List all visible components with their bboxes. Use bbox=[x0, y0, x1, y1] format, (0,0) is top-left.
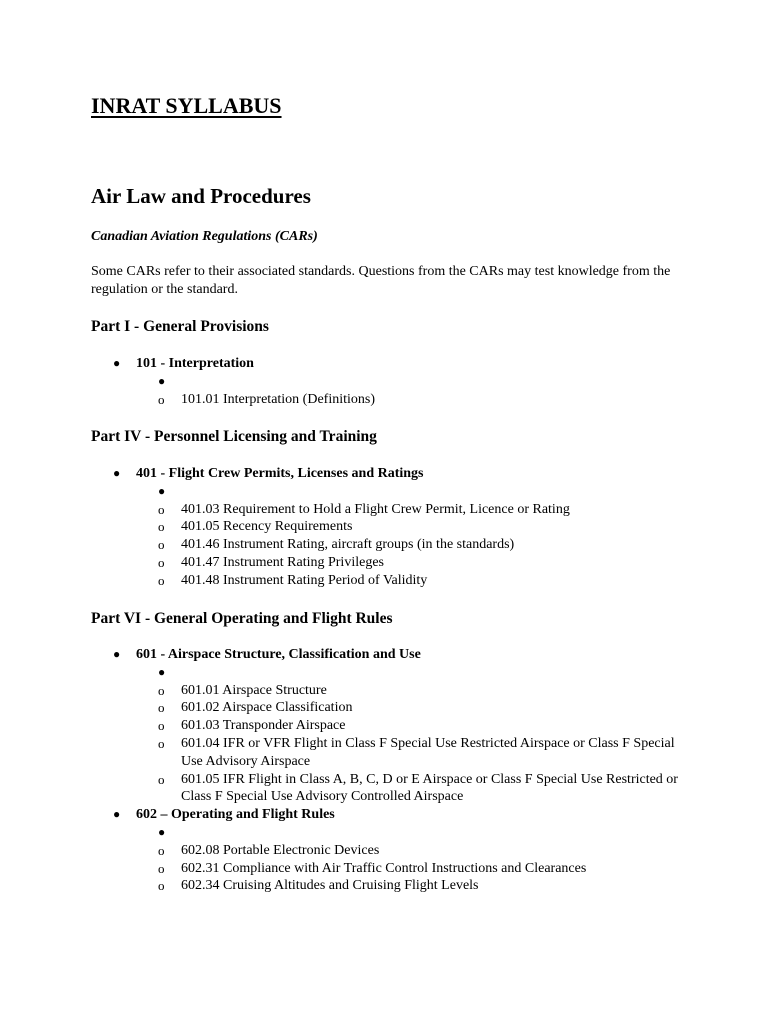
section-item bbox=[91, 646, 691, 664]
list-item bbox=[91, 771, 691, 807]
section-item bbox=[91, 806, 691, 824]
list-item bbox=[91, 699, 691, 717]
subtitle: Canadian Aviation Regulations (CARs) bbox=[91, 229, 318, 244]
part-heading-6: Part VI - General Operating and Flight Rules bbox=[91, 610, 393, 627]
circle-bullet-icon: o bbox=[158, 771, 165, 787]
bullet-icon: ● bbox=[113, 356, 121, 370]
list-item-text: 601.05 IFR Flight in Class A, B, C, D or E Airspace or Class F Special Use Restricted or Class F Special Use Advisory Controlled Airspace bbox=[181, 771, 678, 805]
list-item-text: 401.05 Recency Requirements bbox=[181, 519, 353, 535]
list-item-text: 601.02 Airspace Classification bbox=[181, 700, 353, 716]
list-item bbox=[91, 735, 691, 771]
section-item bbox=[91, 465, 691, 483]
section-label: 401 - Flight Crew Permits, Licenses and Ratings bbox=[136, 466, 424, 481]
list-item-text: 601.03 Transponder Airspace bbox=[181, 718, 346, 734]
circle-bullet-icon: o bbox=[158, 718, 165, 734]
circle-bullet-icon: o bbox=[158, 537, 165, 553]
list-item bbox=[91, 518, 691, 536]
list-item bbox=[91, 554, 691, 572]
circle-bullet-icon: o bbox=[158, 519, 165, 535]
list-item bbox=[91, 717, 691, 735]
empty-bullet-line bbox=[91, 373, 691, 391]
list-item bbox=[91, 536, 691, 554]
part-4-list bbox=[91, 465, 691, 590]
circle-bullet-icon: o bbox=[158, 842, 165, 858]
list-item-text: 602.08 Portable Electronic Devices bbox=[181, 842, 380, 858]
list-item bbox=[91, 391, 691, 409]
list-item-text: 602.31 Compliance with Air Traffic Control Instructions and Clearances bbox=[181, 860, 587, 876]
bullet-icon: ● bbox=[158, 824, 166, 839]
list-item bbox=[91, 860, 691, 878]
list-item bbox=[91, 501, 691, 519]
bullet-icon: ● bbox=[113, 466, 121, 480]
section-label: 602 – Operating and Flight Rules bbox=[136, 807, 335, 823]
list-item bbox=[91, 842, 691, 860]
circle-bullet-icon: o bbox=[158, 572, 165, 588]
bullet-icon: ● bbox=[158, 664, 166, 679]
part-1-list bbox=[91, 355, 691, 408]
circle-bullet-icon: o bbox=[158, 878, 165, 894]
bullet-icon: ● bbox=[113, 807, 121, 822]
list-item bbox=[91, 572, 691, 590]
part-heading-4: Part IV - Personnel Licensing and Training bbox=[91, 428, 377, 445]
list-item-text: 601.01 Airspace Structure bbox=[181, 682, 327, 698]
section-title: Air Law and Procedures bbox=[91, 184, 311, 208]
empty-bullet-line bbox=[91, 824, 691, 842]
empty-bullet-line bbox=[91, 483, 691, 501]
circle-bullet-icon: o bbox=[158, 391, 165, 407]
section-label: 601 - Airspace Structure, Classification and Use bbox=[136, 647, 421, 662]
bullet-icon: ● bbox=[113, 647, 121, 661]
bullet-icon: ● bbox=[158, 373, 166, 388]
list-item bbox=[91, 877, 691, 895]
bullet-icon: ● bbox=[158, 483, 166, 498]
empty-bullet-line bbox=[91, 664, 691, 682]
section-item bbox=[91, 355, 691, 373]
list-item bbox=[91, 682, 691, 700]
list-item-text: 601.04 IFR or VFR Flight in Class F Special Use Restricted Airspace or Class F Special Use Advisory Airspace bbox=[181, 735, 675, 769]
list-item-text: 401.03 Requirement to Hold a Flight Crew Permit, Licence or Rating bbox=[181, 501, 570, 517]
list-item-text: 401.46 Instrument Rating, aircraft groups (in the standards) bbox=[181, 537, 515, 553]
document-title: INRAT SYLLABUS bbox=[91, 93, 282, 118]
circle-bullet-icon: o bbox=[158, 700, 165, 716]
circle-bullet-icon: o bbox=[158, 860, 165, 876]
circle-bullet-icon: o bbox=[158, 554, 165, 570]
intro-paragraph: Some CARs refer to their associated standards. Questions from the CARs may test knowledge from the regulation or the standard. bbox=[91, 264, 671, 297]
circle-bullet-icon: o bbox=[158, 735, 165, 751]
circle-bullet-icon: o bbox=[158, 682, 165, 698]
circle-bullet-icon: o bbox=[158, 501, 165, 517]
list-item-text: 602.34 Cruising Altitudes and Cruising Flight Levels bbox=[181, 878, 479, 894]
part-heading-1: Part I - General Provisions bbox=[91, 318, 269, 335]
section-label: 101 - Interpretation bbox=[136, 356, 254, 371]
list-item-text: 401.48 Instrument Rating Period of Validity bbox=[181, 572, 428, 588]
list-item-text: 101.01 Interpretation (Definitions) bbox=[181, 391, 376, 407]
part-6-list bbox=[91, 646, 691, 895]
list-item-text: 401.47 Instrument Rating Privileges bbox=[181, 554, 384, 570]
